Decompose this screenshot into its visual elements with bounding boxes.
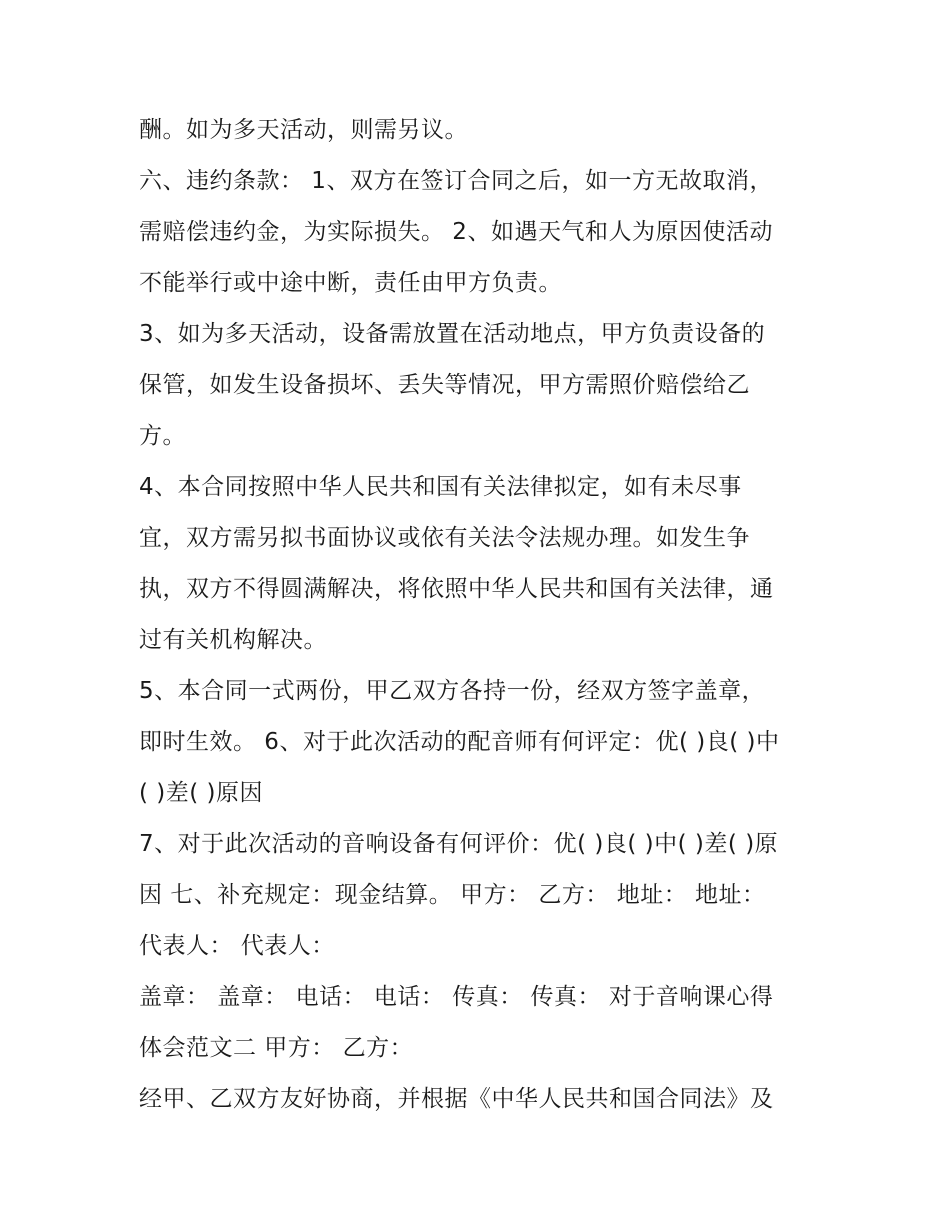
text-line: 3、如为多天活动，设备需放置在活动地点，甲方负责设备的 [139, 321, 766, 347]
text-line: 7、对于此次活动的音响设备有何评价：优( )良( )中( )差( )原 [139, 831, 779, 857]
text-line: 代表人： 代表人： [139, 933, 335, 959]
text-line: 体会范文二 甲方： 乙方： [139, 1035, 414, 1061]
document-body [139, 105, 829, 1125]
text-line: 过有关机构解决。 [139, 627, 327, 653]
text-line: 执，双方不得圆满解决，将依照中华人民共和国有关法律，通 [139, 576, 774, 602]
text-line: 4、本合同按照中华人民共和国有关法律拟定，如有未尽事 [139, 474, 742, 500]
text-line: 经甲、乙双方友好协商，并根据《中华人民共和国合同法》及 [139, 1086, 774, 1112]
text-line: 六、违约条款： 1、双方在签订合同之后，如一方无故取消， [139, 168, 773, 194]
text-line: ( )差( )原因 [139, 780, 264, 806]
text-line: 方。 [139, 423, 186, 449]
text-line: 酬。如为多天活动，则需另议。 [139, 117, 468, 143]
text-line: 宜，双方需另拟书面协议或依有关法令法规办理。如发生争 [139, 525, 750, 551]
text-line: 不能举行或中途中断，责任由甲方负责。 [139, 270, 562, 296]
text-line: 盖章： 盖章： 电话： 电话： 传真： 传真： 对于音响课心得 [139, 984, 774, 1010]
text-line: 因 七、补充规定：现金结算。 甲方： 乙方： 地址： 地址： [139, 882, 766, 908]
text-line: 保管，如发生设备损坏、丢失等情况，甲方需照价赔偿给乙 [139, 372, 750, 398]
text-line: 5、本合同一式两份，甲乙双方各持一份，经双方签字盖章， [139, 678, 766, 704]
text-line: 即时生效。 6、对于此次活动的配音师有何评定：优( )良( )中 [139, 729, 780, 755]
text-line: 需赔偿违约金，为实际损失。 2、如遇天气和人为原因使活动 [139, 219, 773, 245]
